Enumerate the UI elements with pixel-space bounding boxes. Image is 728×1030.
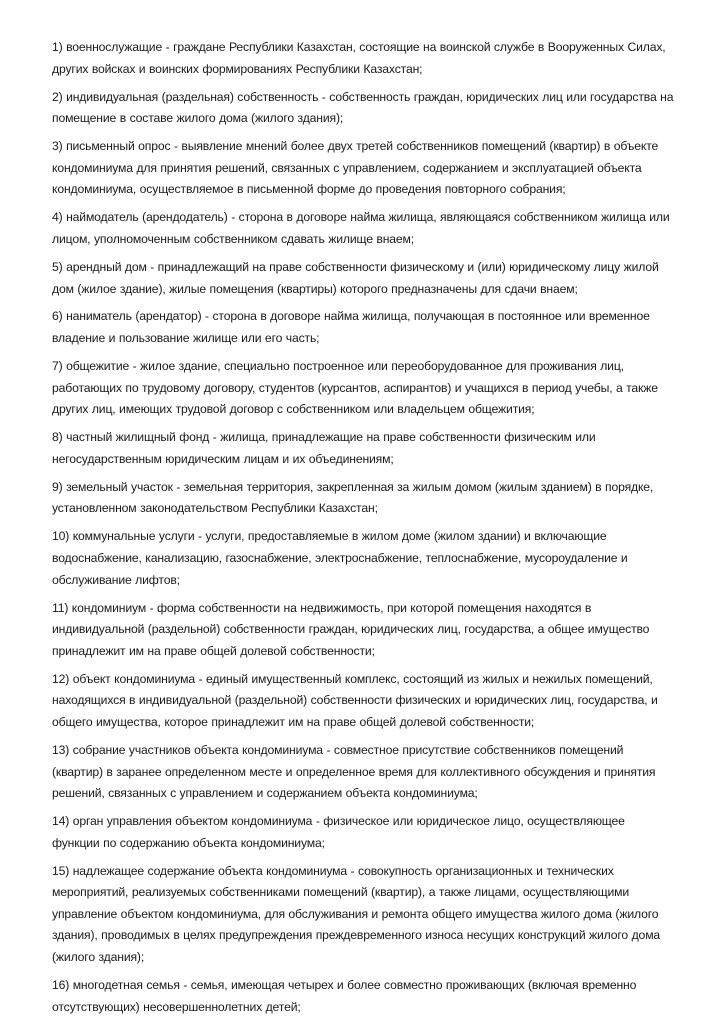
definition-item-3: 3) письменный опрос - выявление мнений более двух третей собственников помещений (квартир) в объекте кондоминиума для принятия решений, связанных с управлением, содержанием и эксплуатацией объекта кондоминиума, осуществляемое в письменной форме до проведения повторного собрания; [52, 139, 659, 197]
definition-item-8: 8) частный жилищный фонд - жилища, принадлежащие на праве собственности физическим или негосударственным юридическим лицам и их объединениям; [52, 430, 596, 466]
definition-item-1: 1) военнослужащие - граждане Республики Казахстан, состоящие на воинской службе в Вооруженных Силах, других войсках и воинских формированиях Республики Казахстан; [52, 40, 666, 76]
definition-item-14: 14) орган управления объектом кондоминиума - физическое или юридическое лицо, осуществляющее функции по содержанию объекта кондоминиума; [52, 814, 625, 850]
definition-item-5: 5) арендный дом - принадлежащий на праве собственности физическому и (или) юридическому лицу жилой дом (жилое здание), жилые помещения (квартиры) которого предназначены для сдачи внаем; [52, 259, 659, 296]
definition-item-7: 7) общежитие - жилое здание, специально построенное или переоборудованное для проживания лиц, работающих по трудовому договору, студентов (курсантов, аспирантов) и учащихся в период учебы, а также других лиц, имеющих трудовой договор с собственником или владельцем общежития; [52, 359, 658, 417]
definition-item-12: 12) объект кондоминиума - единый имущественный комплекс, состоящий из жилых и нежилых помещений, находящихся в индивидуальной (раздельной) собственности физических и юридических лиц, государства, и общего имущества, которое принадлежит им на праве общей долевой собственности; [52, 671, 658, 729]
definition-item-9: 9) земельный участок - земельная территория, закрепленная за жилым домом (жилым зданием) в порядке, установленном законодательством Республики Казахстан; [52, 479, 654, 516]
definition-item-6: 6) наниматель (арендатор) - сторона в договоре найма жилища, получающая в постоянное или временное владение и пользование жилище или его часть; [52, 309, 650, 346]
definition-item-16: 16) многодетная семья - семья, имеющая четырех и более совместно проживающих (включая временно отсутствующих) несовершеннолетних детей; [52, 978, 637, 1014]
definition-item-4: 4) наймодатель (арендодатель) - сторона в договоре найма жилища, являющаяся собственником жилища или лицом, уполномоченным собственником сдавать жилище внаем; [52, 210, 670, 246]
definition-item-15: 15) надлежащее содержание объекта кондоминиума - совокупность организационных и технических мероприятий, реализуемых собственниками помещений (квартир), а также лицами, осуществляющими управление объектом кондоминиума, для обслуживания и ремонта общего имущества жилого дома (жилого здания), проводимых в целях предупреждения преждевременного износа несущих конструкций жилого дома (жилого здания); [52, 863, 661, 965]
definition-item-2: 2) индивидуальная (раздельная) собственность - собственность граждан, юридических лиц или государства на помещение в составе жилого дома (жилого здания); [52, 89, 674, 126]
definition-item-10: 10) коммунальные услуги - услуги, предоставляемые в жилом доме (жилом здании) и включающие водоснабжение, канализацию, газоснабжение, электроснабжение, теплоснабжение, мусороудаление и обслуживание лифтов; [52, 529, 628, 587]
document-page [52, 37, 674, 1025]
definition-item-13: 13) собрание участников объекта кондоминиума - совместное присутствие собственников помещений (квартир) в заранее определенном месте и определенное время для коллективного обсуждения и принятия решений, связанных с управлением и содержанием объекта кондоминиума; [52, 742, 656, 801]
definition-item-11: 11) кондоминиум - форма собственности на недвижимость, при которой помещения находятся в индивидуальной (раздельной) собственности граждан, юридических лиц, государства, а общее имущество принадлежит им на праве общей долевой собственности; [52, 600, 650, 658]
